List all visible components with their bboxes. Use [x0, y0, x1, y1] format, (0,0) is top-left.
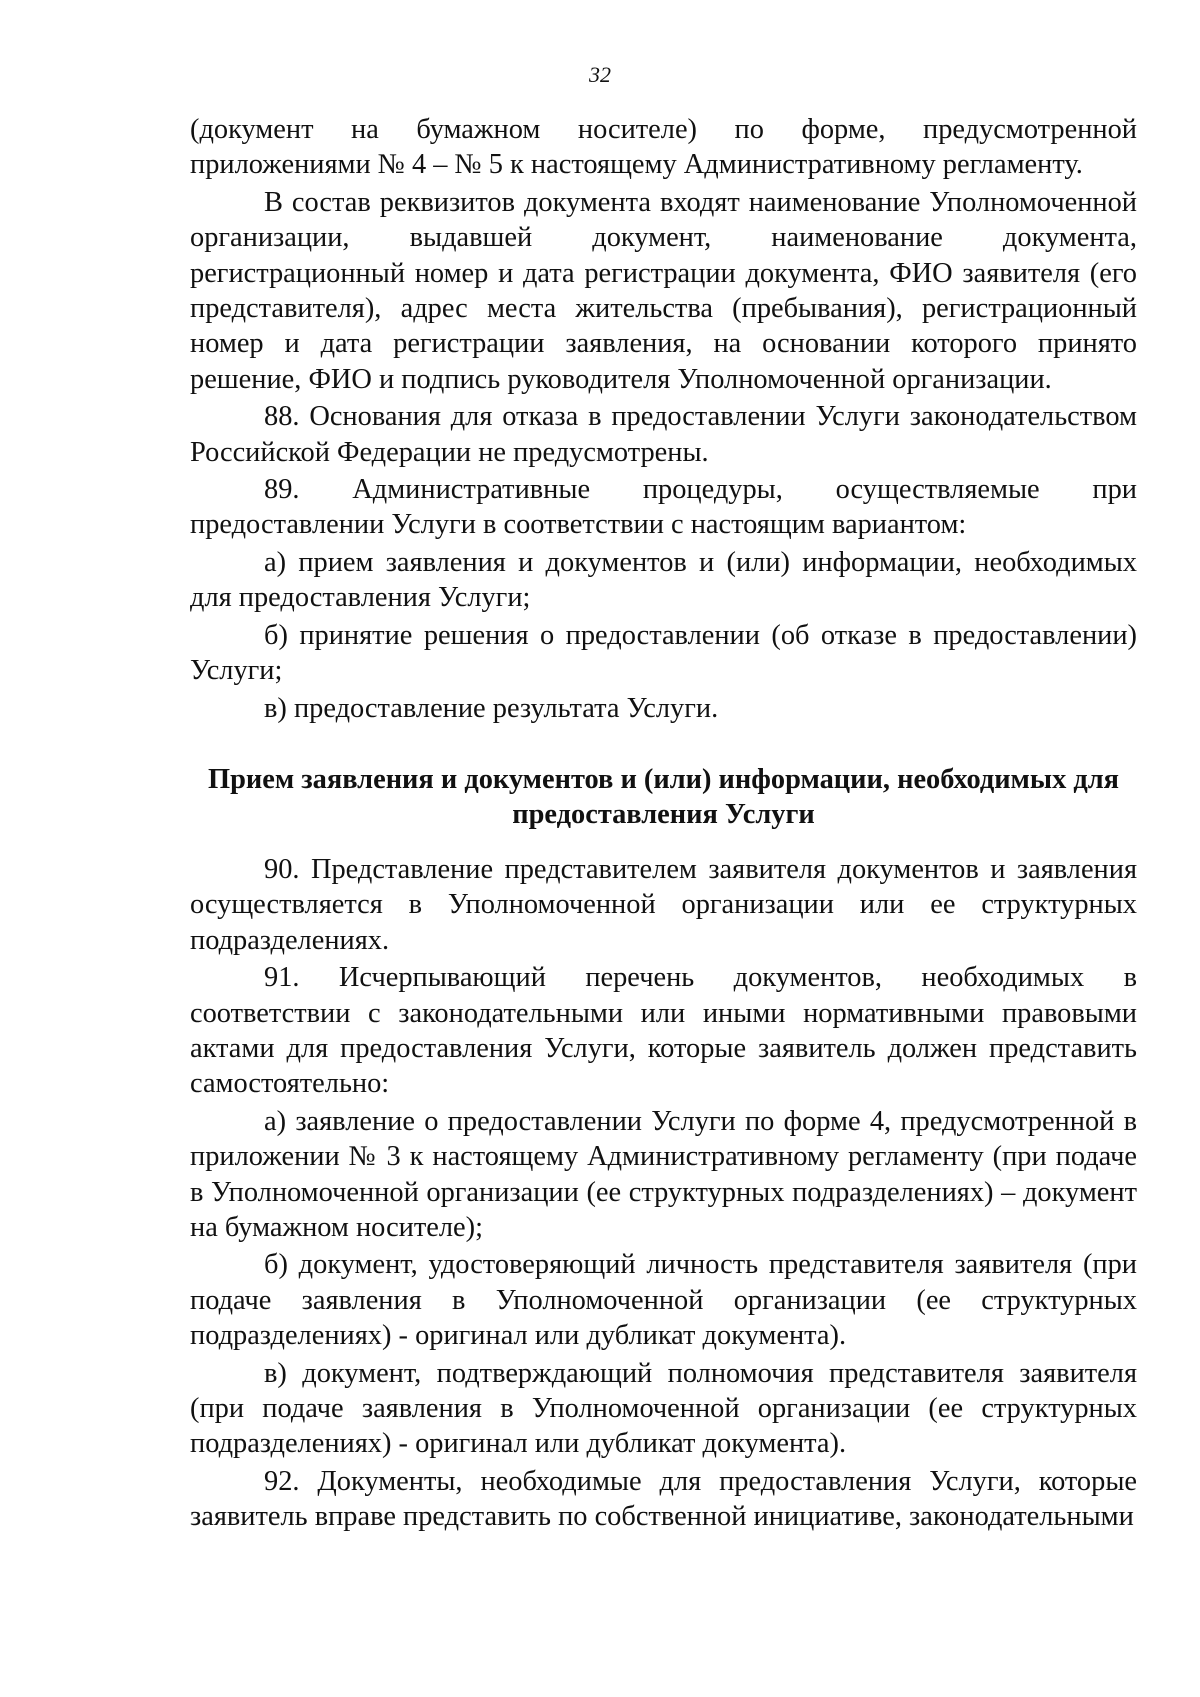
list-item-91-b: б) документ, удостоверяющий личность представителя заявителя (при подаче заявления в Уполномоченной организации (ее структурных подразделениях) - оригинал или дубликат документа).	[190, 1249, 1137, 1352]
document-body	[190, 112, 1137, 1535]
list-item-b: б) принятие решения о предоставлении (об отказе в предоставлении) Услуги;	[190, 619, 1137, 687]
paragraph-88: 88. Основания для отказа в предоставлении Услуги законодательством Российской Федерации не предусмотрены.	[190, 401, 1137, 468]
paragraph-requisites: В состав реквизитов документа входят наименование Уполномоченной организации, выдавшей документ, наименование документа, регистрационный номер и дата регистрации документа, ФИО заявителя (его представителя), адрес места жительства (пребывания), регистрационный номер и дата регистрации заявления, на основании которого принято решение, ФИО и подпись руководителя Уполномоченной организации.	[190, 186, 1137, 395]
section-heading-line-1: Прием заявления и документов и (или) информации, необходимых для	[207, 763, 1120, 795]
list-item-91-a: а) заявление о предоставлении Услуги по форме 4, предусмотренной в приложении № 3 к настоящему Административному регламенту (при подаче в Уполномоченной организации (ее структурных подразделениях) – документ на бумажном носителе);	[190, 1105, 1137, 1243]
list-item-91-v: в) документ, подтверждающий полномочия представителя заявителя (при подаче заявления в Уполномоченной организации (ее структурных подразделениях) - оригинал или дубликат документа).	[190, 1357, 1137, 1460]
section-heading-line-2: предоставления Услуги	[512, 798, 815, 830]
paragraph-89: 89. Административные процедуры, осуществляемые при предоставлении Услуги в соответствии с настоящим вариантом:	[190, 474, 1137, 541]
section-heading	[190, 762, 1137, 832]
paragraph-90: 90. Представление представителем заявителя документов и заявления осуществляется в Уполномоченной организации или ее структурных подразделениях.	[190, 853, 1137, 956]
page-number: 32	[589, 62, 611, 87]
paragraph-91: 91. Исчерпывающий перечень документов, необходимых в соответствии с законодательными или иными нормативными правовыми актами для предоставления Услуги, которые заявитель должен представить самостоятельно:	[190, 962, 1137, 1100]
list-item-a: а) прием заявления и документов и (или) информации, необходимых для предоставления Услуги;	[190, 546, 1137, 614]
list-item-v: в) предоставление результата Услуги.	[264, 692, 719, 724]
paragraph-92: 92. Документы, необходимые для предоставления Услуги, которые заявитель вправе представить по собственной инициативе, законодательными	[190, 1465, 1137, 1533]
paragraph-continuation: (документ на бумажном носителе) по форме, предусмотренной приложениями № 4 – № 5 к настоящему Административному регламенту.	[190, 114, 1137, 181]
